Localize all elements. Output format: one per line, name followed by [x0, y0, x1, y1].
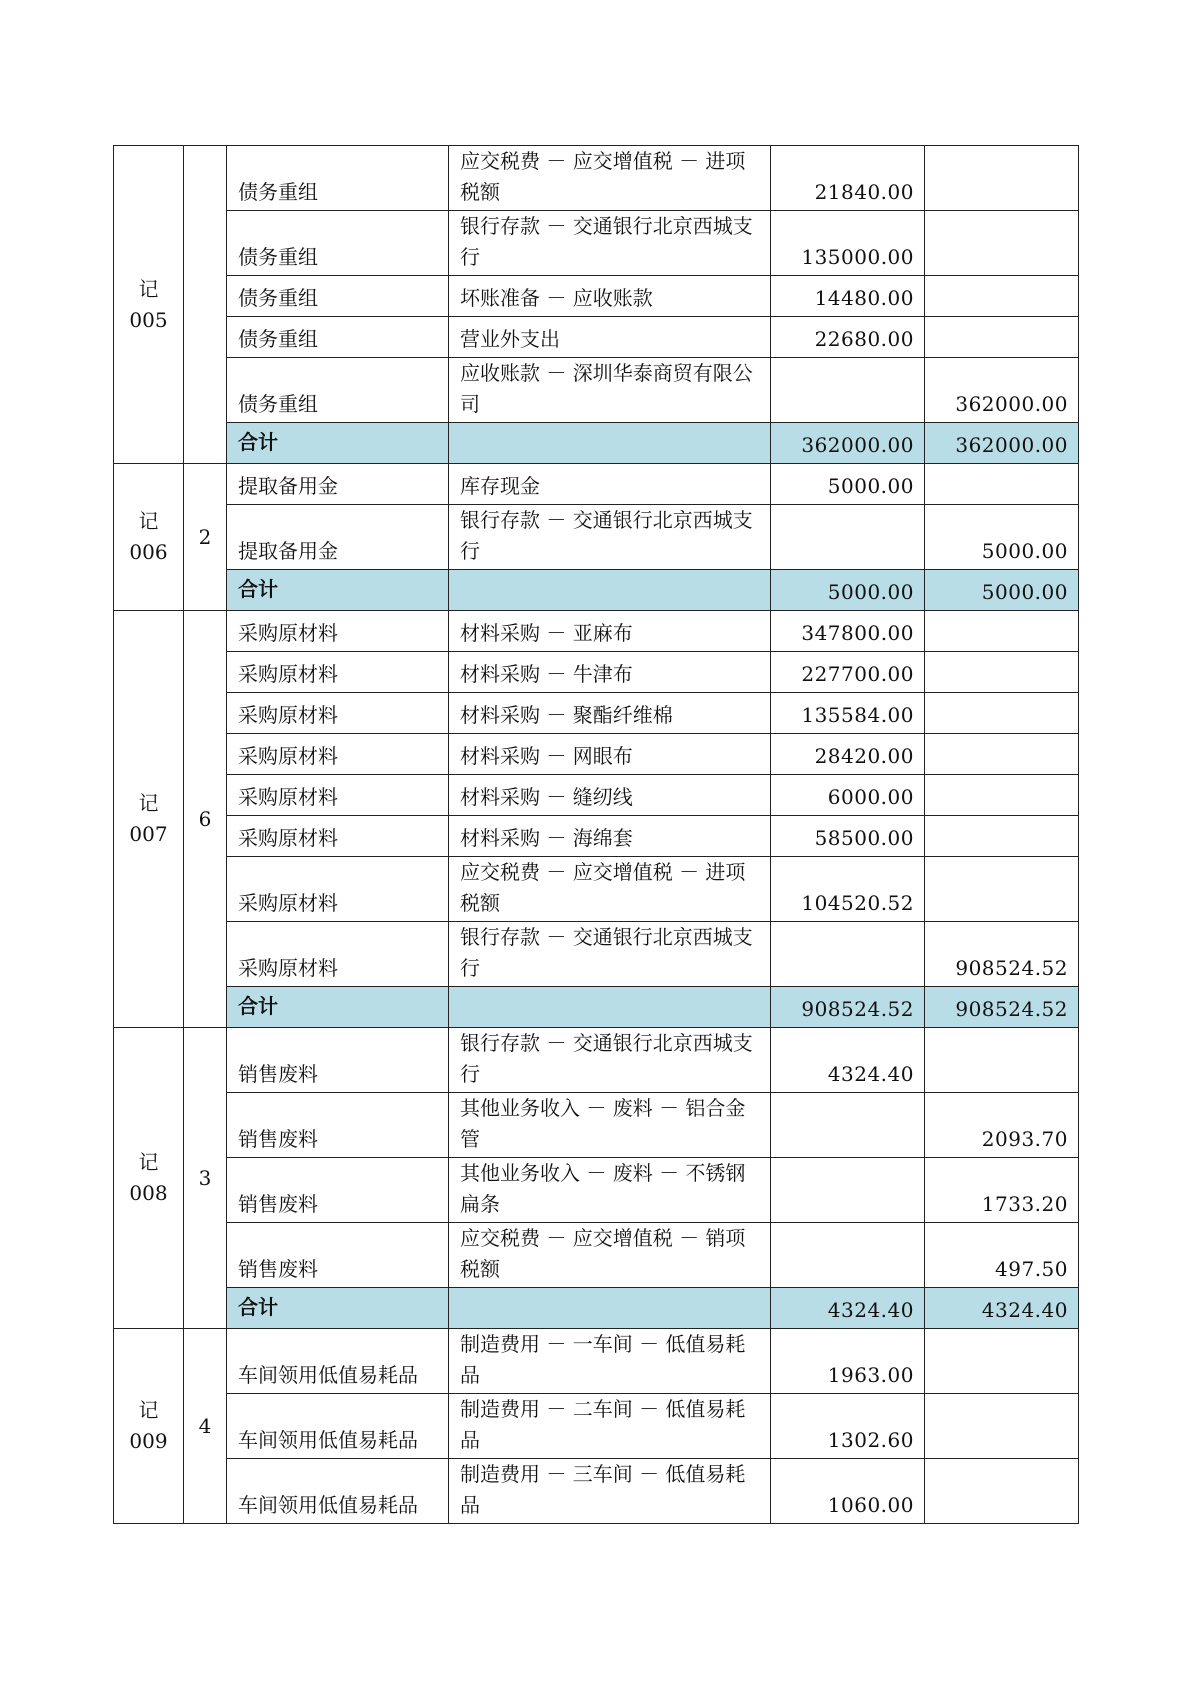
- total-credit: 5000.00: [925, 570, 1079, 611]
- attachment-count-cell: 2: [184, 464, 227, 611]
- table-row: [114, 317, 1079, 358]
- table-row: [114, 211, 1079, 276]
- entry-debit: [771, 1093, 925, 1158]
- table-row: [114, 1459, 1079, 1524]
- table-row: [114, 1093, 1079, 1158]
- entry-debit: 1302.60: [771, 1394, 925, 1459]
- entry-credit: [925, 1329, 1079, 1394]
- entry-debit: [771, 1223, 925, 1288]
- entry-debit: [771, 1158, 925, 1223]
- entry-credit: [925, 211, 1079, 276]
- voucher-prefix: 记: [138, 509, 159, 533]
- total-label: 合计: [227, 987, 449, 1028]
- table-row: [114, 1394, 1079, 1459]
- voucher-number-cell: [114, 1028, 184, 1329]
- entry-summary: 采购原材料: [227, 775, 449, 816]
- entry-account: 营业外支出: [449, 317, 771, 358]
- entry-summary: 销售废料: [227, 1093, 449, 1158]
- entry-account: 坏账准备 － 应收账款: [449, 276, 771, 317]
- entry-account: 制造费用 － 二车间 － 低值易耗品: [449, 1394, 771, 1459]
- entry-account: 银行存款 － 交通银行北京西城支行: [449, 211, 771, 276]
- entry-credit: [925, 1028, 1079, 1093]
- entry-summary: 采购原材料: [227, 857, 449, 922]
- table-row: [114, 146, 1079, 211]
- entry-credit: [925, 146, 1079, 211]
- table-row: [114, 775, 1079, 816]
- entry-credit: [925, 1394, 1079, 1459]
- total-row: [114, 1288, 1079, 1329]
- entry-credit: [925, 652, 1079, 693]
- total-row: [114, 423, 1079, 464]
- entry-summary: 提取备用金: [227, 464, 449, 505]
- entry-debit: 347800.00: [771, 611, 925, 652]
- entry-account: 材料采购 － 亚麻布: [449, 611, 771, 652]
- table-row: [114, 464, 1079, 505]
- table-row: [114, 922, 1079, 987]
- total-account-blank: [449, 1288, 771, 1329]
- entry-summary: 债务重组: [227, 276, 449, 317]
- entry-summary: 车间领用低值易耗品: [227, 1459, 449, 1524]
- entry-credit: [925, 1459, 1079, 1524]
- entry-summary: 采购原材料: [227, 734, 449, 775]
- table-row: [114, 816, 1079, 857]
- entry-account: 其他业务收入 － 废料 － 不锈钢扁条: [449, 1158, 771, 1223]
- entry-debit: [771, 505, 925, 570]
- entry-debit: 1963.00: [771, 1329, 925, 1394]
- entry-summary: 采购原材料: [227, 693, 449, 734]
- attachment-count-cell: 4: [184, 1329, 227, 1524]
- entry-credit: [925, 857, 1079, 922]
- table-row: [114, 276, 1079, 317]
- table-row: [114, 734, 1079, 775]
- total-label: 合计: [227, 423, 449, 464]
- voucher-number: 007: [129, 822, 168, 846]
- total-credit: 362000.00: [925, 423, 1079, 464]
- table-row: [114, 693, 1079, 734]
- attachment-count-cell: 3: [184, 1028, 227, 1329]
- entry-account: 应交税费 － 应交增值税 － 进项税额: [449, 857, 771, 922]
- entry-debit: 14480.00: [771, 276, 925, 317]
- entry-debit: 58500.00: [771, 816, 925, 857]
- entry-summary: 车间领用低值易耗品: [227, 1329, 449, 1394]
- table-row: [114, 652, 1079, 693]
- entry-account: 材料采购 － 聚酯纤维棉: [449, 693, 771, 734]
- voucher-number-cell: [114, 1329, 184, 1524]
- voucher-prefix: 记: [138, 1150, 159, 1174]
- entry-account: 银行存款 － 交通银行北京西城支行: [449, 922, 771, 987]
- entry-account: 应交税费 － 应交增值税 － 销项税额: [449, 1223, 771, 1288]
- total-debit: 362000.00: [771, 423, 925, 464]
- table-row: [114, 1158, 1079, 1223]
- entry-summary: 提取备用金: [227, 505, 449, 570]
- total-debit: 5000.00: [771, 570, 925, 611]
- voucher-number-cell: [114, 146, 184, 464]
- voucher-number: 008: [129, 1181, 168, 1205]
- entry-account: 应收账款 － 深圳华泰商贸有限公司: [449, 358, 771, 423]
- entry-debit: 5000.00: [771, 464, 925, 505]
- voucher-number: 009: [129, 1429, 168, 1453]
- table-row: [114, 857, 1079, 922]
- entry-debit: 22680.00: [771, 317, 925, 358]
- entry-debit: 227700.00: [771, 652, 925, 693]
- entry-summary: 采购原材料: [227, 816, 449, 857]
- entry-credit: [925, 317, 1079, 358]
- entry-debit: 28420.00: [771, 734, 925, 775]
- entry-debit: 135000.00: [771, 211, 925, 276]
- table-row: [114, 505, 1079, 570]
- entry-debit: 135584.00: [771, 693, 925, 734]
- entry-debit: [771, 922, 925, 987]
- total-label: 合计: [227, 570, 449, 611]
- entry-debit: 4324.40: [771, 1028, 925, 1093]
- entry-summary: 债务重组: [227, 146, 449, 211]
- entry-credit: 908524.52: [925, 922, 1079, 987]
- total-credit: 4324.40: [925, 1288, 1079, 1329]
- entry-summary: 债务重组: [227, 211, 449, 276]
- total-debit: 908524.52: [771, 987, 925, 1028]
- entry-credit: 497.50: [925, 1223, 1079, 1288]
- entry-credit: [925, 464, 1079, 505]
- entry-summary: 采购原材料: [227, 652, 449, 693]
- entry-account: 库存现金: [449, 464, 771, 505]
- attachment-count-cell: [184, 146, 227, 464]
- voucher-number: 005: [129, 307, 168, 332]
- entry-credit: [925, 816, 1079, 857]
- entry-summary: 销售废料: [227, 1028, 449, 1093]
- total-account-blank: [449, 423, 771, 464]
- table-row: [114, 1329, 1079, 1394]
- entry-account: 其他业务收入 － 废料 － 铝合金管: [449, 1093, 771, 1158]
- voucher-prefix: 记: [138, 1398, 159, 1422]
- voucher-prefix: 记: [138, 276, 159, 301]
- entry-credit: [925, 276, 1079, 317]
- entry-summary: 车间领用低值易耗品: [227, 1394, 449, 1459]
- entry-credit: 1733.20: [925, 1158, 1079, 1223]
- table-row: [114, 1223, 1079, 1288]
- entry-debit: 6000.00: [771, 775, 925, 816]
- entry-account: 材料采购 － 网眼布: [449, 734, 771, 775]
- entry-debit: [771, 358, 925, 423]
- entry-summary: 采购原材料: [227, 922, 449, 987]
- entry-credit: [925, 693, 1079, 734]
- entry-account: 材料采购 － 海绵套: [449, 816, 771, 857]
- total-row: [114, 570, 1079, 611]
- journal-voucher-table: [113, 145, 1079, 1524]
- entry-account: 制造费用 － 一车间 － 低值易耗品: [449, 1329, 771, 1394]
- entry-account: 银行存款 － 交通银行北京西城支行: [449, 1028, 771, 1093]
- entry-summary: 销售废料: [227, 1223, 449, 1288]
- entry-debit: 104520.52: [771, 857, 925, 922]
- total-debit: 4324.40: [771, 1288, 925, 1329]
- table-row: [114, 611, 1079, 652]
- entry-credit: 362000.00: [925, 358, 1079, 423]
- total-label: 合计: [227, 1288, 449, 1329]
- total-account-blank: [449, 987, 771, 1028]
- total-row: [114, 987, 1079, 1028]
- entry-account: 应交税费 － 应交增值税 － 进项税额: [449, 146, 771, 211]
- entry-credit: [925, 775, 1079, 816]
- entry-summary: 销售废料: [227, 1158, 449, 1223]
- entry-account: 制造费用 － 三车间 － 低值易耗品: [449, 1459, 771, 1524]
- entry-account: 材料采购 － 牛津布: [449, 652, 771, 693]
- table-row: [114, 358, 1079, 423]
- table-row: [114, 1028, 1079, 1093]
- entry-debit: 1060.00: [771, 1459, 925, 1524]
- entry-credit: 5000.00: [925, 505, 1079, 570]
- voucher-number-cell: [114, 464, 184, 611]
- voucher-prefix: 记: [138, 791, 159, 815]
- entry-credit: 2093.70: [925, 1093, 1079, 1158]
- attachment-count-cell: 6: [184, 611, 227, 1028]
- voucher-number: 006: [129, 540, 168, 564]
- voucher-number-cell: [114, 611, 184, 1028]
- entry-summary: 债务重组: [227, 317, 449, 358]
- total-credit: 908524.52: [925, 987, 1079, 1028]
- total-account-blank: [449, 570, 771, 611]
- entry-debit: 21840.00: [771, 146, 925, 211]
- entry-credit: [925, 611, 1079, 652]
- entry-summary: 债务重组: [227, 358, 449, 423]
- entry-credit: [925, 734, 1079, 775]
- entry-account: 银行存款 － 交通银行北京西城支行: [449, 505, 771, 570]
- entry-account: 材料采购 － 缝纫线: [449, 775, 771, 816]
- entry-summary: 采购原材料: [227, 611, 449, 652]
